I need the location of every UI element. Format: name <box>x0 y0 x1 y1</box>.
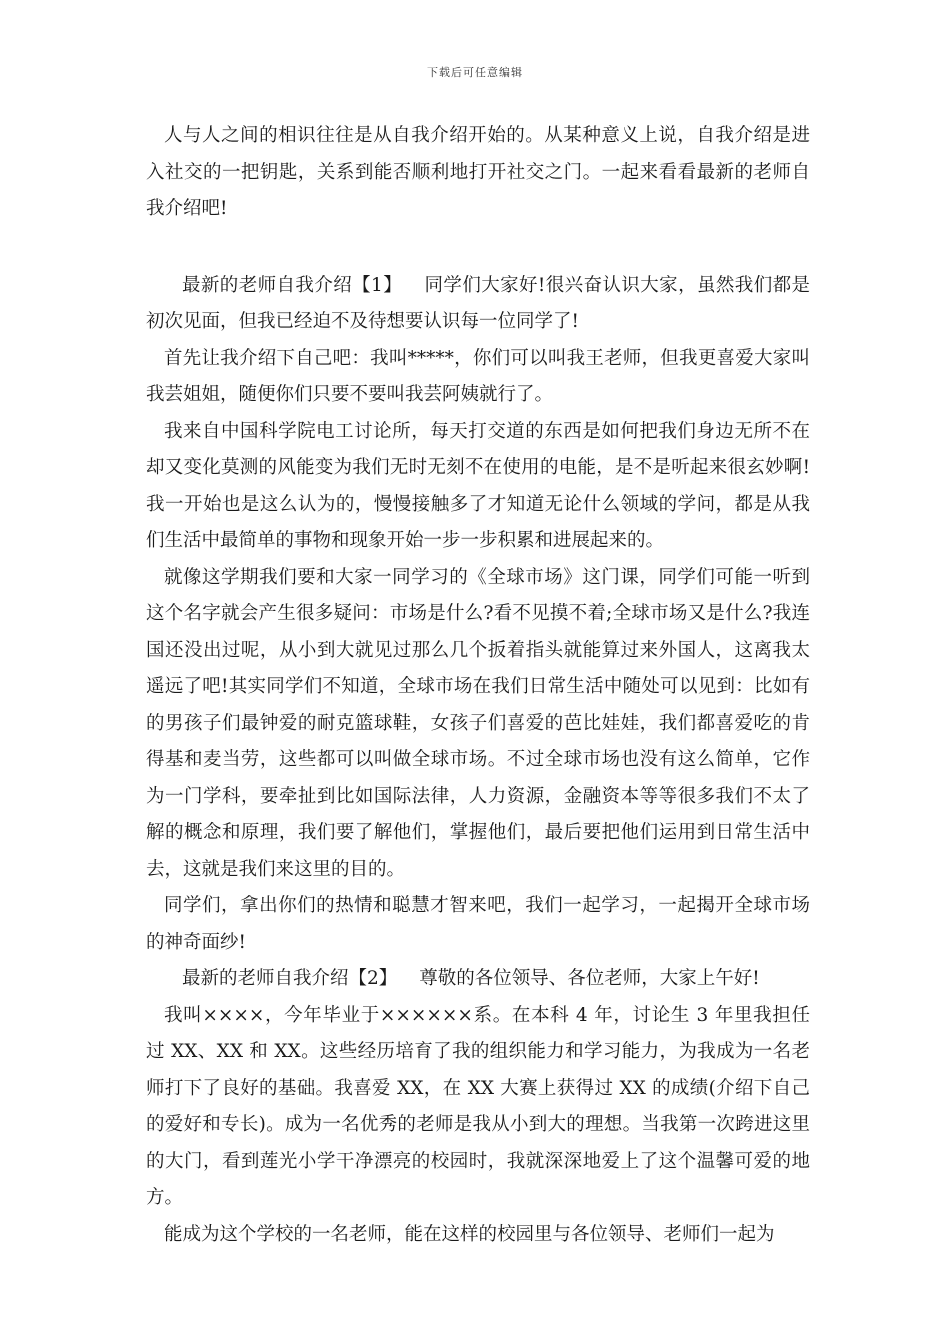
document-body <box>146 118 810 1253</box>
intro-paragraph: 人与人之间的相识往往是从自我介绍开始的。从某种意义上说，自我介绍是进入社交的一把钥匙，关系到能否顺利地打开社交之门。一起来看看最新的老师自我介绍吧! <box>146 125 810 219</box>
section2-paragraph: 我叫××××，今年毕业于××××××系。在本科 4 年，讨论生 3 年里我担任过 XX、XX 和 XX。这些经历培育了我的组织能力和学习能力，为我成为一名老师打下了良好的基础。我喜爱 XX，在 XX 大赛上获得过 XX 的成绩(介绍下自己的爱好和专长)。成为一名优秀的老师是我从小到大的理想。当我第一次跨进这里的大门，看到莲光小学干净漂亮的校园时，我就深深地爱上了这个温馨可爱的地方。 <box>146 1004 810 1208</box>
section1-heading: 最新的老师自我介绍【1】 <box>182 274 403 296</box>
section2-opening: 尊敬的各位领导、各位老师，大家上午好! <box>419 968 760 989</box>
page-header: 下载后可任意编辑 <box>427 66 523 79</box>
section1-paragraph: 我来自中国科学院电工讨论所，每天打交道的东西是如何把我们身边无所不在却又变化莫测的风能变为我们无时无刻不在使用的电能，是不是听起来很玄妙啊!我一开始也是这么认为的，慢慢接触多了才知道无论什么领域的学问，都是从我们生活中最简单的事物和现象开始一步一步积累和进展起来的。 <box>146 420 810 551</box>
section1-heading-paragraph <box>146 268 810 341</box>
section1-paragraph: 首先让我介绍下自己吧：我叫*****，你们可以叫我王老师，但我更喜爱大家叫我芸姐姐，随便你们只要不要叫我芸阿姨就行了。 <box>146 347 810 405</box>
section2-paragraph: 能成为这个学校的一名老师，能在这样的校园里与各位领导、老师们一起为 <box>164 1223 775 1245</box>
section1-paragraph: 就像这学期我们要和大家一同学习的《全球市场》这门课，同学们可能一听到这个名字就会产生很多疑问：市场是什么?看不见摸不着;全球市场又是什么?我连国还没出过呢，从小到大就见过那么几个扳着指头就能算过来外国人，这离我太遥远了吧!其实同学们不知道，全球市场在我们日常生活中随处可以见到：比如有的男孩子们最钟爱的耐克篮球鞋，女孩子们喜爱的芭比娃娃，我们都喜爱吃的肯得基和麦当劳，这些都可以叫做全球市场。不过全球市场也没有这么简单，它作为一门学科，要牵扯到比如国际法律，人力资源，金融资本等等很多我们不太了解的概念和原理，我们要了解他们，掌握他们，最后要把他们运用到日常生活中去，这就是我们来这里的目的。 <box>146 566 811 880</box>
section1-opening: 同学们大家好!很兴奋认识大家，虽然我们都是初次见面，但我已经迫不及待想要认识每一位同学了! <box>146 274 810 332</box>
section1-paragraph: 同学们，拿出你们的热情和聪慧才智来吧，我们一起学习，一起揭开全球市场的神奇面纱! <box>146 895 810 953</box>
section2-heading-paragraph <box>146 961 810 998</box>
section2-heading: 最新的老师自我介绍【2】 <box>182 968 398 989</box>
